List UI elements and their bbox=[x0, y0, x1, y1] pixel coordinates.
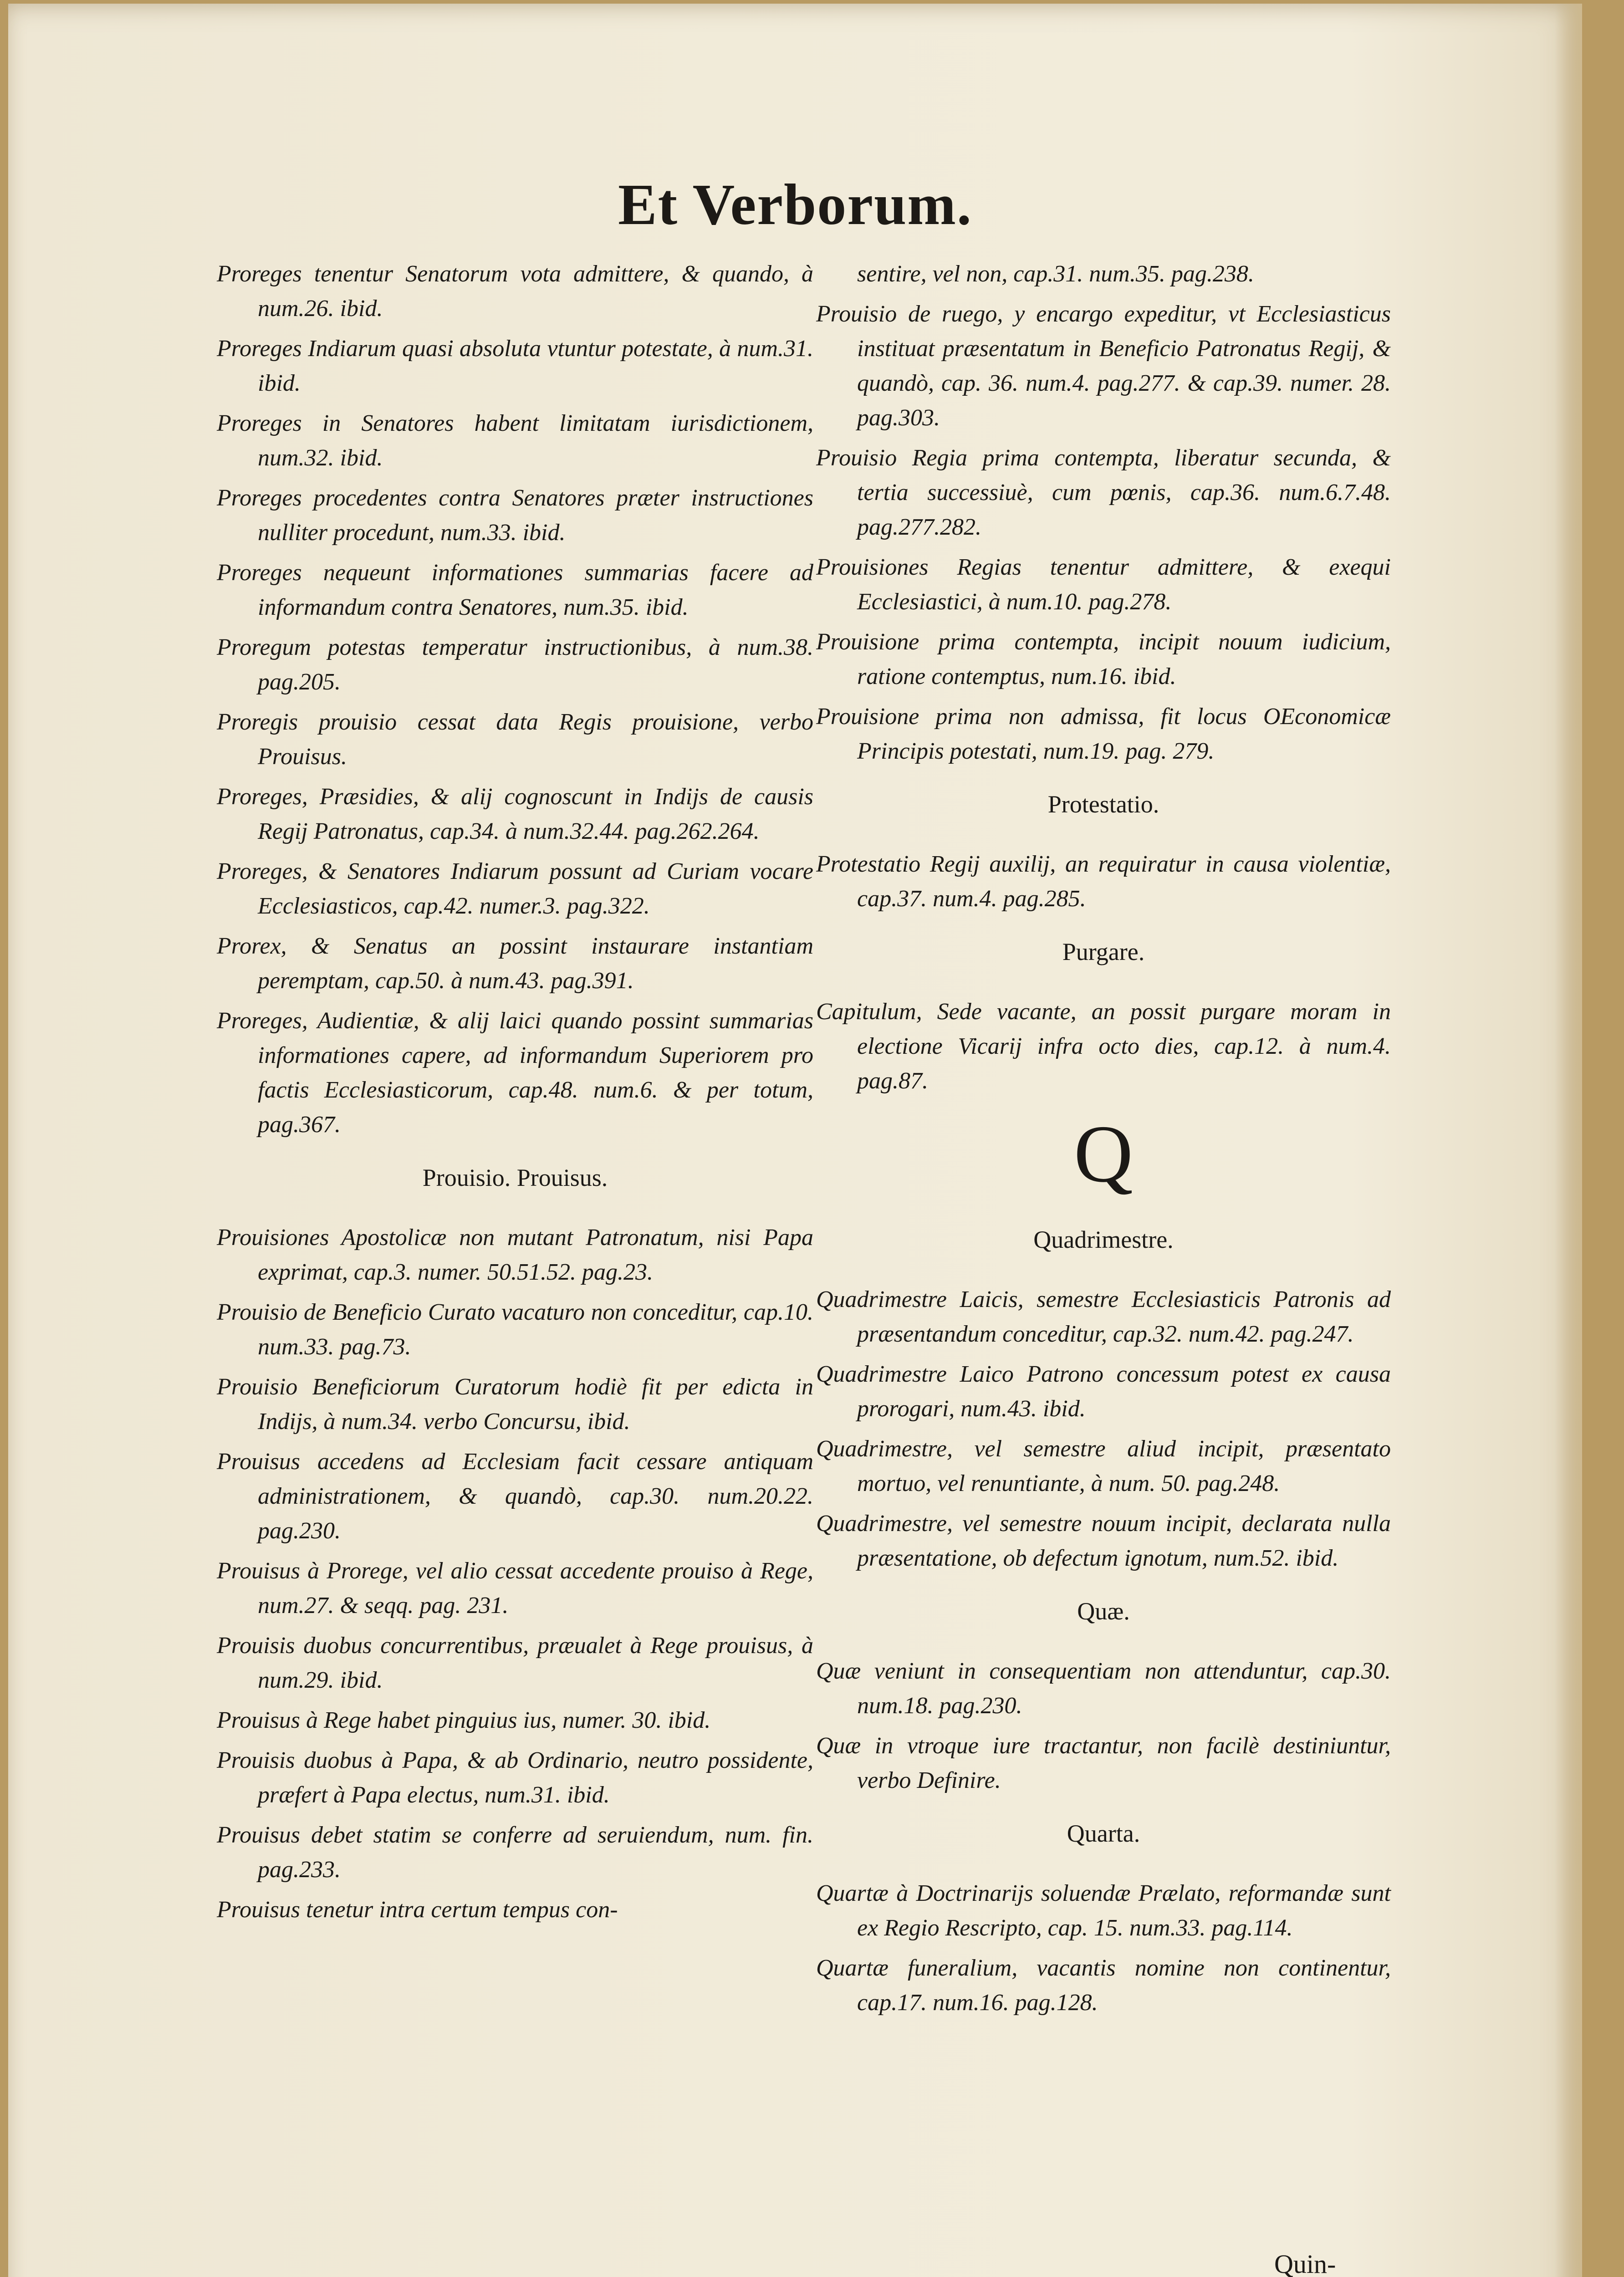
right-column bbox=[816, 257, 1391, 2026]
index-entry: Prouisio Beneficiorum Curatorum hodiè fit per edicta in Indijs, à num.34. verbo Concursu, ibid. bbox=[217, 1374, 813, 1435]
section-heading: Quæ. bbox=[1077, 1598, 1130, 1625]
book-page bbox=[8, 4, 1582, 2277]
index-entry: Prouisis duobus à Papa, & ab Ordinario, neutro possidente, præfert à Papa electus, num.31. ibid. bbox=[217, 1747, 813, 1808]
catchword: Quin- bbox=[1274, 2249, 1336, 2277]
index-entry: Proreges procedentes contra Senatores præter instructiones nulliter procedunt, num.33. ibid. bbox=[217, 485, 813, 546]
index-entry: Prouisiones Regias tenentur admittere, & exequi Ecclesiastici, à num.10. pag.278. bbox=[816, 554, 1391, 615]
index-entry: Prouisus à Prorege, vel alio cessat accedente prouiso à Rege, num.27. & seqq. pag. 231. bbox=[217, 1558, 813, 1618]
index-entry: Prouisio de ruego, y encargo expeditur, vt Ecclesiasticus instituat præsentatum in Beneficio Patronatus Regij, & quandò, cap. 36. num.4. pag.277. & cap.39. numer. 28. pag.303. bbox=[816, 301, 1391, 431]
index-entry-continued: sentire, vel non, cap.31. num.35. pag.238. bbox=[857, 261, 1254, 287]
index-entry: Quadrimestre, vel semestre nouum incipit, declarata nulla præsentatione, ob defectum ignotum, num.52. ibid. bbox=[816, 1511, 1391, 1571]
index-entry: Quadrimestre Laico Patrono concessum potest ex causa prorogari, num.43. ibid. bbox=[816, 1361, 1391, 1422]
index-entry: Prouisione prima contempta, incipit nouum iudicium, ratione contemptus, num.16. ibid. bbox=[816, 629, 1391, 689]
section-heading: Quadrimestre. bbox=[1033, 1226, 1174, 1253]
index-entry: Proreges, Audientiæ, & alij laici quando possint summarias informationes capere, ad informandum Superiorem pro factis Ecclesiasticorum, cap.48. num.6. & per totum, pag.367. bbox=[217, 1008, 813, 1138]
index-entry: Prouisio de Beneficio Curato vacaturo non conceditur, cap.10. num.33. pag.73. bbox=[217, 1299, 813, 1360]
index-entry: Proreges nequeunt informationes summarias facere ad informandum contra Senatores, num.35. ibid. bbox=[217, 560, 813, 620]
index-entry: Prouisus tenetur intra certum tempus con- bbox=[217, 1897, 618, 1923]
index-entry: Quartæ funeralium, vacantis nomine non continentur, cap.17. num.16. pag.128. bbox=[816, 1955, 1391, 2016]
index-entry: Proreges, & Senatores Indiarum possunt ad Curiam vocare Ecclesiasticos, cap.42. numer.3. pag.322. bbox=[217, 858, 813, 919]
index-entry: Proregis prouisio cessat data Regis prouisione, verbo Prouisus. bbox=[217, 709, 813, 770]
index-entry: Quadrimestre, vel semestre aliud incipit, præsentato mortuo, vel renuntiante, à num. 50. pag.248. bbox=[816, 1436, 1391, 1496]
index-entry: Prouisio Regia prima contempta, liberatur secunda, & tertia successiuè, cum pœnis, cap.36. num.6.7.48. pag.277.282. bbox=[816, 445, 1391, 540]
section-heading: Prouisio. Prouisus. bbox=[422, 1164, 608, 1191]
running-head: Et Verborum. bbox=[618, 172, 972, 237]
index-entry: Prouisus debet statim se conferre ad seruiendum, num. fin. pag.233. bbox=[217, 1822, 813, 1883]
page-edge-shadow bbox=[1555, 4, 1582, 2277]
index-entry: Proreges, Præsidies, & alij cognoscunt in Indijs de causis Regij Patronatus, cap.34. à num.32.44. pag.262.264. bbox=[217, 784, 813, 844]
section-heading: Quarta. bbox=[1067, 1820, 1140, 1847]
index-entry: Prouisis duobus concurrentibus, præualet à Rege prouisus, à num.29. ibid. bbox=[217, 1633, 813, 1693]
index-entry: Prouisus à Rege habet pinguius ius, numer. 30. ibid. bbox=[217, 1707, 711, 1733]
section-letter: Q bbox=[1074, 1108, 1133, 1199]
index-entry: Capitulum, Sede vacante, an possit purgare moram in electione Vicarij infra octo dies, cap.12. à num.4. pag.87. bbox=[816, 999, 1391, 1094]
index-entry: Quartæ à Doctrinarijs soluendæ Prælato, reformandæ sunt ex Regio Rescripto, cap. 15. num.33. pag.114. bbox=[816, 1880, 1391, 1941]
section-heading: Protestatio. bbox=[1047, 791, 1159, 818]
index-entry: Quæ in vtroque iure tractantur, non facilè destiniuntur, verbo Definire. bbox=[816, 1733, 1391, 1793]
index-entry: Proreges tenentur Senatorum vota admittere, & quando, à num.26. ibid. bbox=[217, 261, 813, 322]
left-column bbox=[217, 257, 813, 1933]
index-entry: Prouisione prima non admissa, fit locus OEconomicæ Principis potestati, num.19. pag. 279. bbox=[816, 704, 1391, 764]
index-entry: Quæ veniunt in consequentiam non attenduntur, cap.30. num.18. pag.230. bbox=[816, 1658, 1391, 1719]
section-heading: Purgare. bbox=[1062, 938, 1145, 965]
index-entry: Proreges Indiarum quasi absoluta vtuntur potestate, à num.31. ibid. bbox=[217, 336, 813, 396]
index-entry: Proreges in Senatores habent limitatam iurisdictionem, num.32. ibid. bbox=[217, 410, 813, 471]
index-entry: Proregum potestas temperatur instructionibus, à num.38. pag.205. bbox=[217, 634, 813, 695]
index-entry: Prouisiones Apostolicæ non mutant Patronatum, nisi Papa exprimat, cap.3. numer. 50.51.52. pag.23. bbox=[217, 1225, 813, 1285]
index-entry: Quadrimestre Laicis, semestre Ecclesiasticis Patronis ad præsentandum conceditur, cap.32. num.42. pag.247. bbox=[816, 1287, 1391, 1347]
index-entry: Protestatio Regij auxilij, an requiratur in causa violentiæ, cap.37. num.4. pag.285. bbox=[816, 851, 1391, 912]
index-entry: Prouisus accedens ad Ecclesiam facit cessare antiquam administrationem, & quandò, cap.30. num.20.22. pag.230. bbox=[217, 1449, 813, 1544]
index-entry: Prorex, & Senatus an possint instaurare instantiam peremptam, cap.50. à num.43. pag.391. bbox=[217, 933, 813, 994]
